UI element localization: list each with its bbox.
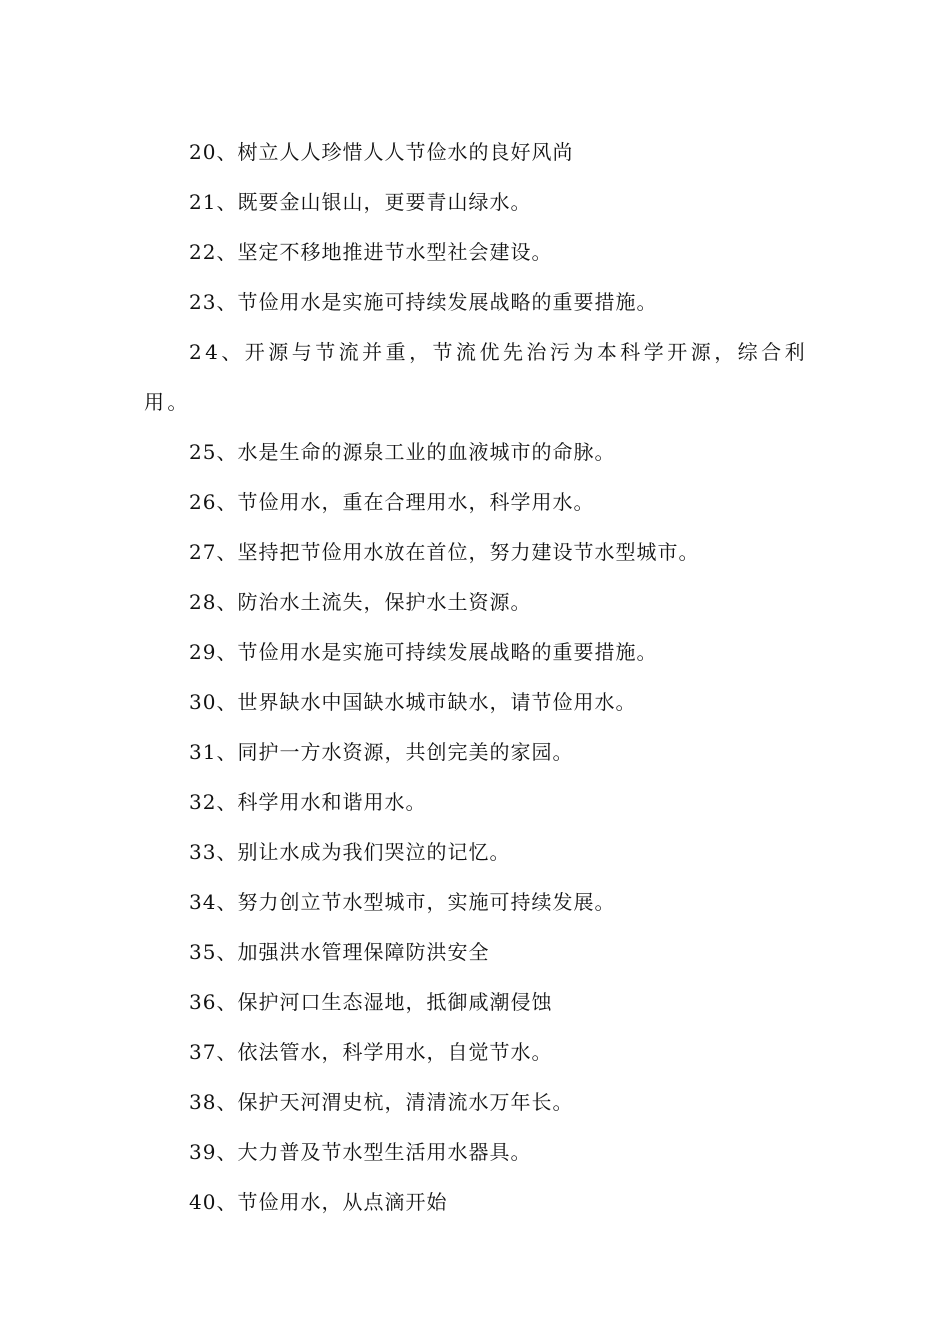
slogan-list: [144, 127, 808, 1227]
list-item: 31、同护一方水资源，共创完美的家园。: [189, 740, 574, 764]
list-item: 26、节俭用水，重在合理用水，科学用水。: [189, 490, 595, 514]
list-item: 27、坚持把节俭用水放在首位，努力建设节水型城市。: [189, 540, 700, 564]
list-item: 20、树立人人珍惜人人节俭水的良好风尚: [189, 140, 574, 164]
list-item: 32、科学用水和谐用水。: [189, 790, 427, 814]
list-item: 35、加强洪水管理保障防洪安全: [189, 940, 490, 964]
list-item: 38、保护天河渭史杭，清清流水万年长。: [189, 1090, 574, 1114]
list-item: 30、世界缺水中国缺水城市缺水，请节俭用水。: [189, 690, 637, 714]
list-item: 28、防治水土流失，保护水土资源。: [189, 590, 532, 614]
list-item: 22、坚定不移地推进节水型社会建设。: [189, 240, 553, 264]
list-item: 24、开源与节流并重，节流优先治污为本科学开源，综合利用。: [144, 340, 808, 414]
list-item: 36、保护河口生态湿地，抵御咸潮侵蚀: [189, 990, 553, 1014]
list-item: 25、水是生命的源泉工业的血液城市的命脉。: [189, 440, 616, 464]
list-item: 39、大力普及节水型生活用水器具。: [189, 1140, 532, 1164]
list-item: 37、依法管水，科学用水，自觉节水。: [189, 1040, 553, 1064]
list-item: 23、节俭用水是实施可持续发展战略的重要措施。: [189, 290, 658, 314]
list-item: 34、努力创立节水型城市，实施可持续发展。: [189, 890, 616, 914]
list-item: 21、既要金山银山，更要青山绿水。: [189, 190, 532, 214]
list-item: 29、节俭用水是实施可持续发展战略的重要措施。: [189, 640, 658, 664]
list-item: 40、节俭用水，从点滴开始: [189, 1190, 448, 1214]
list-item: 33、别让水成为我们哭泣的记忆。: [189, 840, 511, 864]
